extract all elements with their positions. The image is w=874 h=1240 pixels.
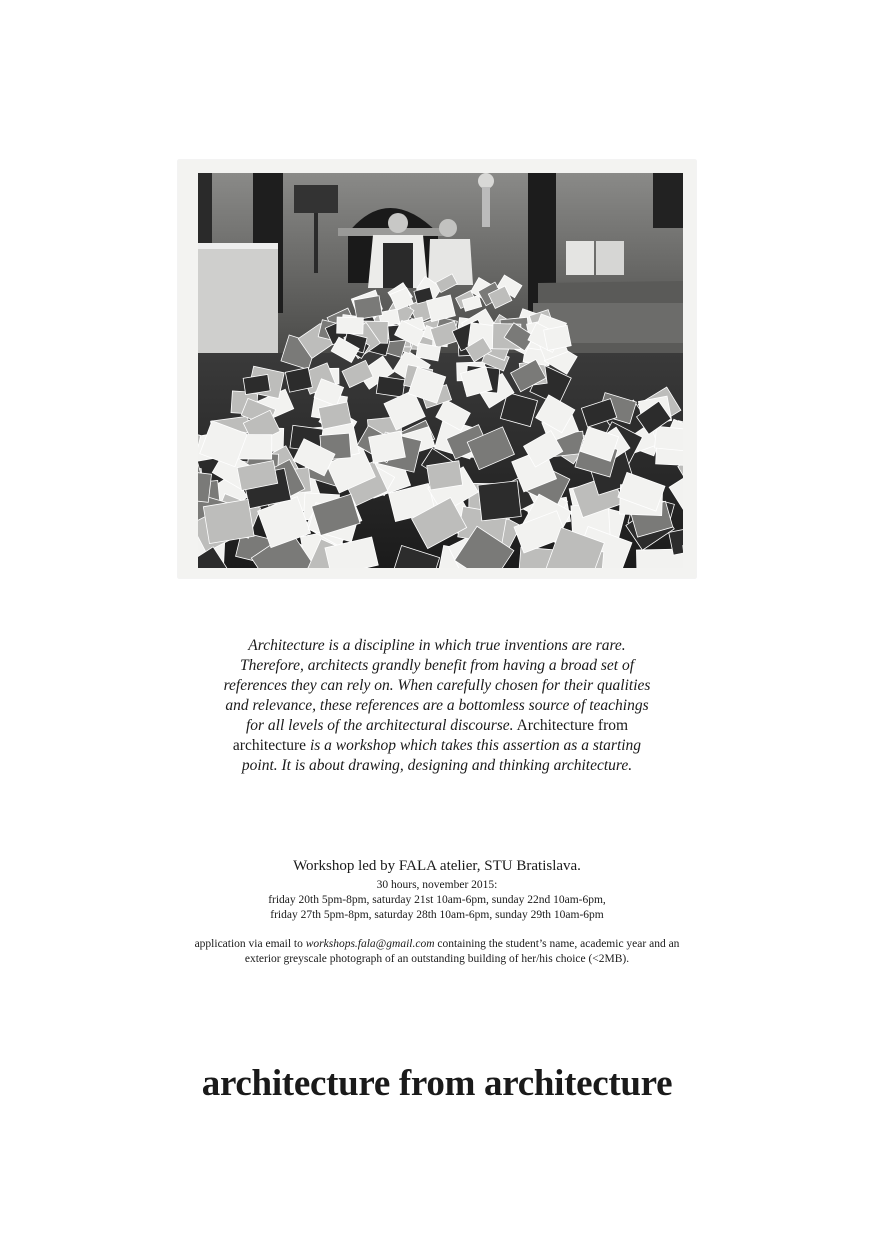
scattered-photo <box>354 296 383 320</box>
workshop-led-by: Workshop led by FALA atelier, STU Bratislava. <box>293 858 581 874</box>
application-email-link[interactable]: workshops.fala@gmail.com <box>305 938 435 950</box>
application-info <box>180 937 694 967</box>
room-of-photographs-image <box>198 173 683 568</box>
application-suffix: containing the student’s name, academic year and an exterior greyscale photograph of an outstanding building of her/his choice (<2MB). <box>244 938 680 965</box>
scattered-photo <box>203 499 254 543</box>
scattered-photo <box>376 376 405 397</box>
scattered-photo <box>655 426 683 451</box>
scattered-photo <box>369 431 406 463</box>
scattered-photo <box>337 317 364 334</box>
intro-text-italic-2: is a workshop which takes this assertion as a starting point. It is about drawing, designing and thinking architecture. <box>241 737 642 774</box>
scattered-photo <box>243 374 270 394</box>
poster-title: architecture from architecture <box>201 1063 673 1104</box>
scattered-photo <box>544 325 572 350</box>
scattered-photo <box>427 461 463 490</box>
application-prefix: application via email to <box>194 938 303 950</box>
photo-frame <box>178 160 696 578</box>
scattered-photo <box>285 368 312 393</box>
intro-paragraph <box>217 636 657 776</box>
intro-workshop-name: Architecture from architecture <box>232 717 629 754</box>
schedule-hours: 30 hours, november 2015: <box>376 879 498 891</box>
schedule-line-2: friday 27th 5pm-8pm, saturday 28th 10am-6pm, sunday 29th 10am-6pm <box>270 909 604 921</box>
intro-text-italic-1: Architecture is a discipline in which true inventions are rare. Therefore, architects grandly benefit from having a broad set of references they can rely on. When carefully chosen for their qualities and relevance, these references are a bottomless source of teachings for all levels of the architectural discourse. <box>223 637 651 734</box>
schedule-line-1: friday 20th 5pm-8pm, saturday 21st 10am-6pm, sunday 22nd 10am-6pm, <box>268 894 606 906</box>
scattered-photo <box>478 481 521 521</box>
workshop-schedule <box>160 878 714 923</box>
